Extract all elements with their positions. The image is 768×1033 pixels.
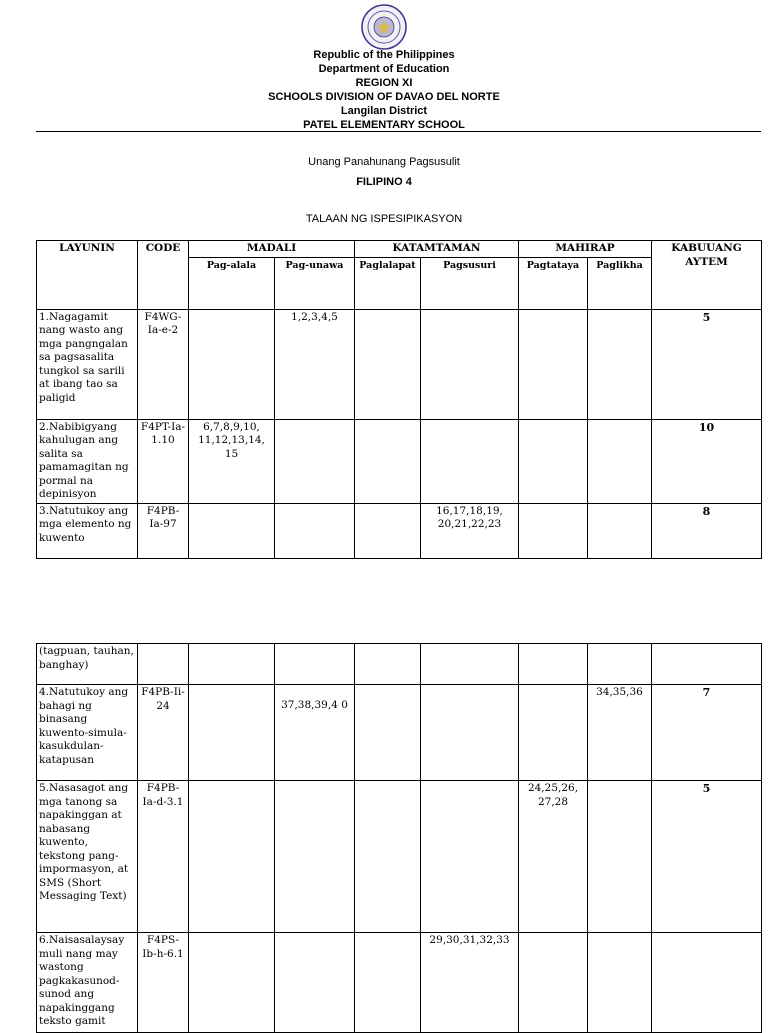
cell-pagsusuri — [421, 685, 519, 781]
header-code: CODE — [138, 241, 189, 310]
cell-layunin: 3.Natutukoy ang mga elemento ng kuwento — [37, 503, 138, 558]
cell-paglikha: 34,35,36 — [588, 685, 652, 781]
cell-paglikha — [588, 309, 652, 419]
cell-pagsusuri — [421, 309, 519, 419]
cell-pagtataya — [519, 685, 588, 781]
cell-paglikha — [588, 781, 652, 933]
deped-seal-logo — [361, 4, 407, 50]
table-row — [37, 309, 762, 419]
cell-layunin: 1.Nagagamit nang wasto ang mga pangngalan sa pagsasalita tungkol sa sarili at ibang tao sa paligid — [37, 309, 138, 419]
table-row — [37, 933, 762, 1033]
cell-pag-unawa: 37,38,39,4 0 — [275, 685, 355, 781]
cell-pag-unawa — [275, 419, 355, 503]
header-katamtaman: KATAMTAMAN — [355, 241, 519, 258]
cell-paglikha — [588, 503, 652, 558]
cell-kabuuang — [652, 933, 762, 1033]
cell-pagsusuri — [421, 781, 519, 933]
specification-table-part-2 — [36, 643, 762, 1033]
cell-paglikha — [588, 419, 652, 503]
cell-pag-unawa — [275, 781, 355, 933]
cell-pagsusuri: 16,17,18,19, 20,21,22,23 — [421, 503, 519, 558]
table-row — [37, 781, 762, 933]
cell-pagtataya — [519, 644, 588, 685]
cell-pagsusuri — [421, 644, 519, 685]
header-pagtataya: Pagtataya — [519, 257, 588, 309]
cell-pag-alala — [189, 644, 275, 685]
cell-pag-alala — [189, 309, 275, 419]
cell-pag-unawa — [275, 503, 355, 558]
table-row — [37, 685, 762, 781]
table-header-row — [37, 241, 762, 258]
cell-paglikha — [588, 644, 652, 685]
cell-pagtataya — [519, 503, 588, 558]
cell-pag-unawa — [275, 644, 355, 685]
cell-kabuuang: 10 — [652, 419, 762, 503]
cell-paglalapat — [355, 685, 421, 781]
cell-paglalapat — [355, 933, 421, 1033]
header-paglikha: Paglikha — [588, 257, 652, 309]
header-pagsusuri: Pagsusuri — [421, 257, 519, 309]
table-row — [37, 419, 762, 503]
cell-layunin: 5.Nasasagot ang mga tanong sa napakinggan at nabasang kuwento, tekstong pang-impormasyon, at SMS (Short Messaging Text) — [37, 781, 138, 933]
cell-pag-alala — [189, 503, 275, 558]
header-pag-unawa: Pag-unawa — [275, 257, 355, 309]
cell-kabuuang: 7 — [652, 685, 762, 781]
cell-pagsusuri — [421, 419, 519, 503]
cell-code: F4PB-Ia-97 — [138, 503, 189, 558]
header-pag-alala: Pag-alala — [189, 257, 275, 309]
cell-pag-unawa — [275, 933, 355, 1033]
cell-paglikha — [588, 933, 652, 1033]
cell-pagtataya — [519, 933, 588, 1033]
header-divider — [36, 131, 761, 132]
cell-pag-alala — [189, 933, 275, 1033]
header-mahirap: MAHIRAP — [519, 241, 652, 258]
cell-kabuuang: 8 — [652, 503, 762, 558]
cell-pag-unawa: 1,2,3,4,5 — [275, 309, 355, 419]
cell-pagtataya — [519, 419, 588, 503]
cell-code: F4PT-Ia-1.10 — [138, 419, 189, 503]
header-layunin: LAYUNIN — [37, 241, 138, 310]
cell-paglalapat — [355, 309, 421, 419]
specification-table-part-1 — [36, 240, 762, 559]
cell-layunin: 2.Nabibigyang kahulugan ang salita sa pamamagitan ng pormal na depinisyon — [37, 419, 138, 503]
cell-pagtataya — [519, 309, 588, 419]
cell-pagtataya: 24,25,26, 27,28 — [519, 781, 588, 933]
test-subject: FILIPINO 4 — [356, 176, 412, 188]
cell-code: F4PS-Ib-h-6.1 — [138, 933, 189, 1033]
table-row — [37, 644, 762, 685]
header-school: PATEL ELEMENTARY SCHOOL — [303, 119, 465, 131]
header-department: Department of Education — [318, 63, 450, 75]
header-region: REGION XI — [355, 77, 413, 89]
header-paglalapat: Paglalapat — [355, 257, 421, 309]
cell-pagsusuri: 29,30,31,32,33 — [421, 933, 519, 1033]
table-row — [37, 503, 762, 558]
cell-code: F4WG-Ia-e-2 — [138, 309, 189, 419]
cell-pag-alala: 6,7,8,9,10, 11,12,13,14, 15 — [189, 419, 275, 503]
cell-paglalapat — [355, 419, 421, 503]
cell-pag-alala — [189, 781, 275, 933]
cell-pag-alala — [189, 685, 275, 781]
header-kabuuang-aytem: KABUUANG AYTEM — [652, 241, 762, 310]
cell-paglalapat — [355, 644, 421, 685]
cell-paglalapat — [355, 781, 421, 933]
header-republic: Republic of the Philippines — [313, 49, 455, 61]
test-title: Unang Panahunang Pagsusulit — [308, 156, 460, 168]
cell-layunin: 4.Natutukoy ang bahagi ng binasang kuwento-simula-kasukdulan-katapusan — [37, 685, 138, 781]
cell-code: F4PB-Ia-d-3.1 — [138, 781, 189, 933]
header-madali: MADALI — [189, 241, 355, 258]
cell-layunin: 6.Naisasalaysay muli nang may wastong pagkakasunod-sunod ang napakinggang teksto gamit — [37, 933, 138, 1033]
header-district: Langilan District — [340, 105, 428, 117]
cell-paglalapat — [355, 503, 421, 558]
cell-kabuuang: 5 — [652, 309, 762, 419]
cell-kabuuang: 5 — [652, 781, 762, 933]
cell-kabuuang — [652, 644, 762, 685]
cell-code — [138, 644, 189, 685]
cell-layunin: (tagpuan, tauhan, banghay) — [37, 644, 138, 685]
cell-code: F4PB-Ii-24 — [138, 685, 189, 781]
table-title: TALAAN NG ISPESIPIKASYON — [305, 213, 463, 225]
header-division: SCHOOLS DIVISION OF DAVAO DEL NORTE — [268, 91, 500, 103]
